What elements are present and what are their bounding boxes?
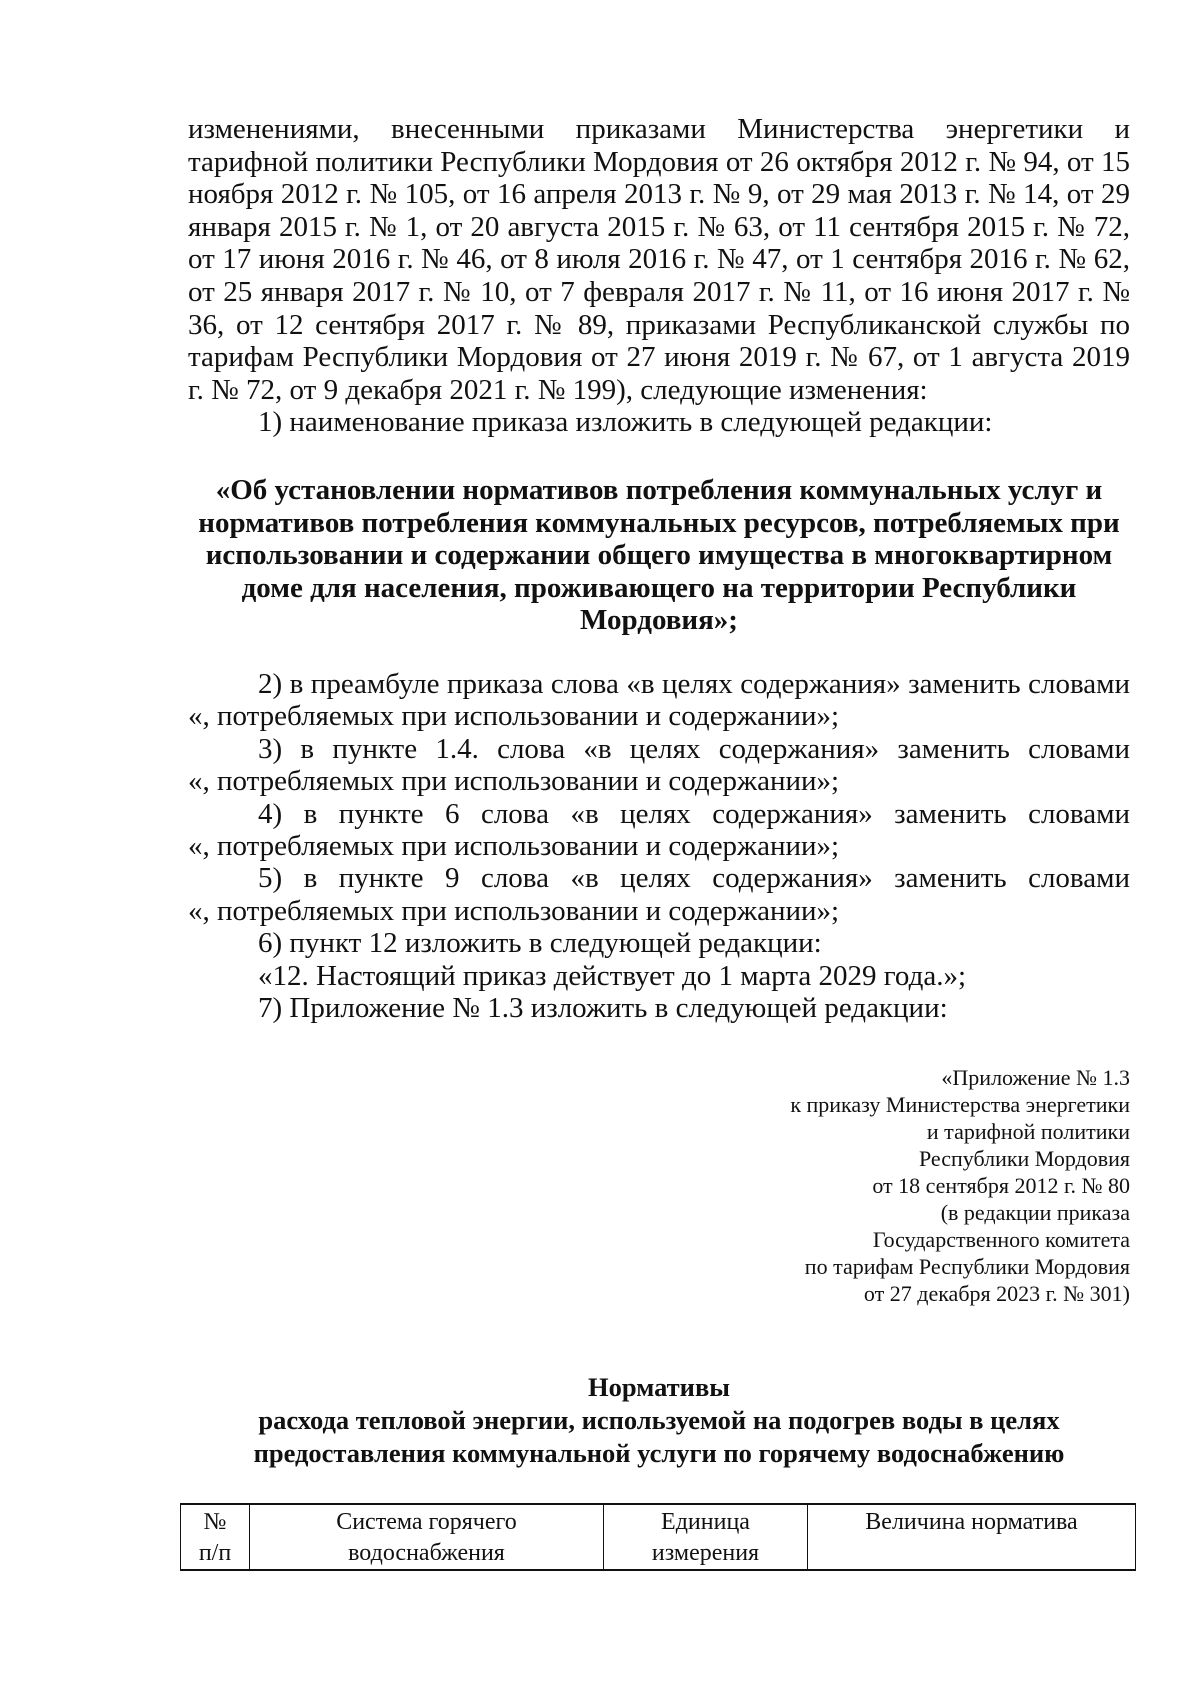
header-system-line-2: водоснабжения — [348, 1540, 505, 1566]
item-7: 7) Приложение № 1.3 изложить в следующей редакции: — [258, 992, 948, 1025]
item-3-lead: 3) в пункте 1.4. слова «в целях содержания» заменить словами — [258, 732, 1130, 765]
header-unit-line-1: Единица — [661, 1509, 750, 1535]
item-2-cont: «, потребляемых при использовании и содержании»; — [188, 700, 840, 733]
new-title-line-2: нормативов потребления коммунальных ресурсов, потребляемых при — [198, 506, 1120, 539]
new-title-line-3: использовании и содержании общего имущества в многоквартирном — [205, 539, 1113, 571]
new-order-title — [188, 474, 1130, 637]
item-6: 6) пункт 12 изложить в следующей редакции: — [258, 927, 822, 960]
item-4-cont: «, потребляемых при использовании и содержании»; — [188, 830, 840, 863]
header-number — [181, 1504, 250, 1570]
appendix-line-7: Государственного комитета — [872, 1227, 1130, 1252]
item-2-lead: 2) в преамбуле приказа слова «в целях содержания» заменить словами — [258, 668, 1130, 700]
header-system-line-1: Система горячего — [336, 1509, 517, 1535]
header-system — [250, 1504, 604, 1570]
new-title-line-1: «Об установлении нормативов потребления коммунальных услуг и — [215, 474, 1103, 506]
norms-table — [180, 1503, 1136, 1571]
header-unit-line-2: измерения — [651, 1540, 760, 1566]
item-5-cont: «, потребляемых при использовании и содержании»; — [188, 894, 840, 927]
appendix-line-3: и тарифной политики — [926, 1119, 1130, 1144]
item-4-lead: 4) в пункте 6 слова «в целях содержания» заменить словами — [258, 797, 1130, 830]
appendix-line-2: к приказу Министерства энергетики — [790, 1092, 1130, 1117]
appendix-line-5: от 18 сентября 2012 г. № 80 — [872, 1173, 1130, 1198]
table-header-row — [181, 1504, 1136, 1570]
appendix-line-9: от 27 декабря 2023 г. № 301) — [863, 1281, 1130, 1306]
header-number-line-1: № — [203, 1509, 227, 1535]
appendix-line-8: по тарифам Республики Мордовия — [804, 1254, 1130, 1279]
norms-title-line-3: предоставления коммунальной услуги по горячему водоснабжению — [253, 1438, 1065, 1468]
header-unit — [604, 1504, 808, 1570]
new-title-line-4: доме для населения, проживающего на территории Республики — [241, 571, 1077, 604]
item-3-cont: «, потребляемых при использовании и содержании»; — [188, 765, 840, 798]
header-number-line-2: п/п — [198, 1540, 232, 1566]
appendix-line-4: Республики Мордовия — [918, 1146, 1130, 1171]
appendix-line-6: (в редакции приказа — [940, 1200, 1130, 1225]
header-value — [808, 1504, 1136, 1570]
intro-section — [188, 113, 1130, 439]
appendix-line-1: «Приложение № 1.3 — [941, 1065, 1130, 1090]
norms-title — [188, 1371, 1130, 1470]
amendment-items — [188, 668, 1130, 1024]
item-5-lead: 5) в пункте 9 слова «в целях содержания» заменить словами — [258, 862, 1130, 895]
header-value-line-1: Величина норматива — [865, 1509, 1078, 1535]
appendix-header — [570, 1064, 1130, 1307]
item-1: 1) наименование приказа изложить в следующей редакции: — [258, 406, 993, 439]
item-6-text: «12. Настоящий приказ действует до 1 марта 2029 года.»; — [258, 959, 967, 992]
new-title-line-5: Мордовия»; — [580, 604, 738, 636]
norms-title-line-2: расхода тепловой энергии, используемой на подогрев воды в целях — [258, 1405, 1060, 1435]
norms-title-line-1: Нормативы — [588, 1372, 730, 1402]
intro-paragraph: изменениями, внесенными приказами Министерства энергетики и тарифной политики Республики Мордовия от 26 октября 2012 г. № 94, от 15 ноября 2012 г. № 105, от 16 апреля 2013 г. № 9, от 29 мая 2013 г. № 14, от 29 января 2015 г. № 1, от 20 августа 2015 г. № 63, от 11 сентября 2015 г. № 72, от 17 июня 2016 г. № 46, от 8 июля 2016 г. № 47, от 1 сентября 2016 г. № 62, от 25 января 2017 г. № 10, от 7 февраля 2017 г. № 11, от 16 июня 2017 г. № 36, от 12 сентября 2017 г. № 89, приказами Республиканской службы по тарифам Республики Мордовия от 27 июня 2019 г. № 67, от 1 августа 2019 г. № 72, от 9 декабря 2021 г. № 199), следующие изменения: — [188, 113, 1130, 406]
